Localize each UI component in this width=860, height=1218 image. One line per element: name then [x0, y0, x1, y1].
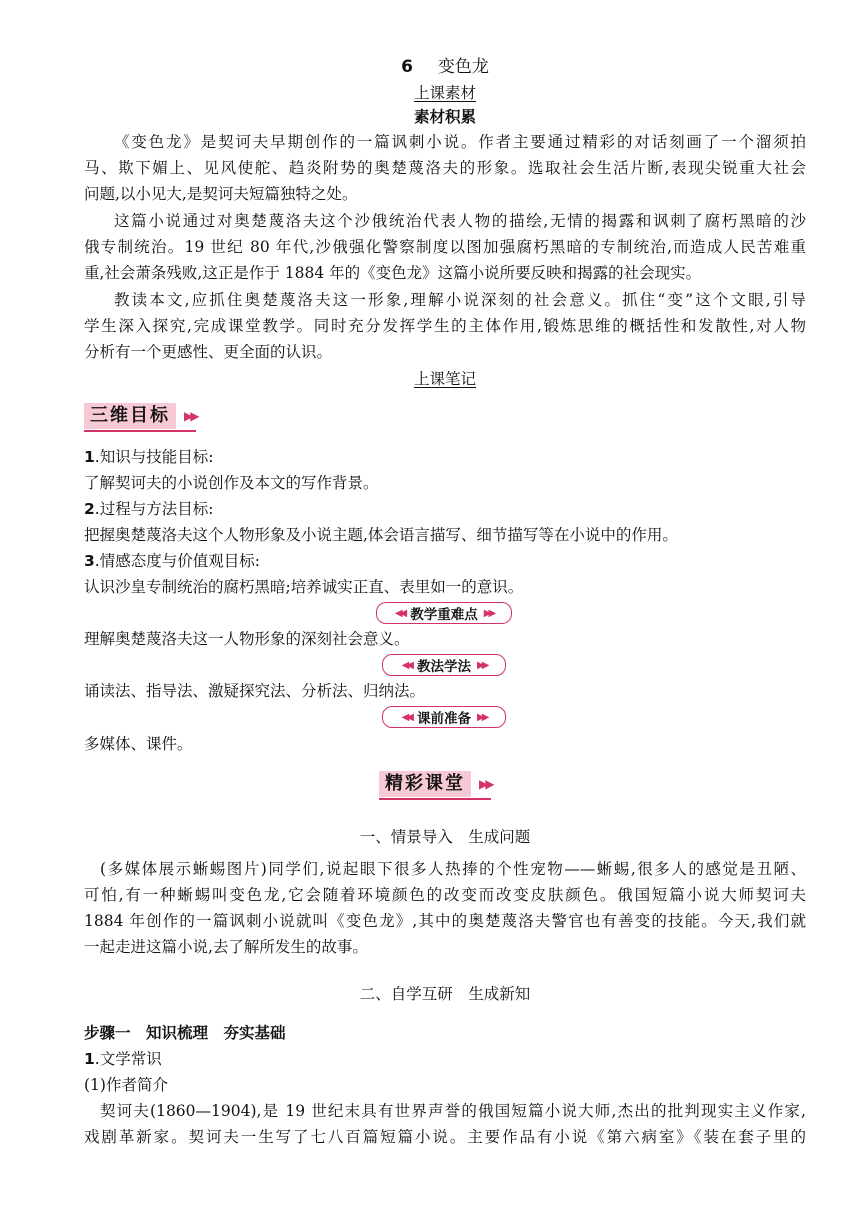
para3-line3: 分析有一个更感性、更全面的认识。	[84, 343, 333, 361]
goal1-text: 了解契诃夫的小说创作及本文的写作背景。	[84, 474, 379, 492]
part1-line4: 一起走进这篇小说,去了解所发生的故事。	[84, 938, 368, 956]
key-points-text: 理解奥楚蔑洛夫这一人物形象的深刻社会意义。	[84, 630, 410, 648]
goals-header-label: 三维目标	[84, 403, 176, 429]
lesson-number: 6	[401, 57, 414, 77]
para2-line3: 重,社会萧条残败,这正是作于 1884 年的《变色龙》这篇小说所要反映和揭露的社会现实。	[84, 264, 702, 282]
arrow-right-icon: ▶▶	[477, 659, 487, 671]
para3-line2: 学生深入探究,完成课堂教学。同时充分发挥学生的主体作用,锻炼思维的概括性和发散性,对人物	[84, 317, 806, 335]
key-points-ribbon: ◀◀ 教学重难点 ▶▶	[376, 602, 512, 624]
para3-line1: 教读本文,应抓住奥楚蔑洛夫这一形象,理解小说深刻的社会意义。抓住“变”这个文眼,引导	[114, 291, 806, 309]
double-arrow-icon: ▶▶	[479, 777, 492, 791]
section-heading-materials: 上课素材	[413, 84, 476, 102]
para2-line1: 这篇小说通过对奥楚蔑洛夫这个沙俄统治代表人物的描绘,无情的揭露和讽刺了腐朽黑暗的沙	[114, 212, 806, 230]
prep-ribbon: ◀◀ 课前准备 ▶▶	[382, 706, 506, 728]
prep-text: 多媒体、课件。	[84, 735, 193, 753]
lesson-title-text: 变色龙	[437, 57, 489, 77]
para1-line1: 《变色龙》是契诃夫早期创作的一篇讽刺小说。作者主要通过精彩的对话刻画了一个溜须拍	[114, 133, 806, 151]
double-arrow-icon: ▶▶	[184, 409, 197, 423]
para1-line3: 问题,以小见大,是契诃夫短篇独特之处。	[84, 185, 358, 203]
three-dimensional-goals-header	[84, 402, 196, 432]
part2-heading: 二、自学互研 生成新知	[359, 985, 531, 1003]
step1-heading: 步骤一 知识梳理 夯实基础	[84, 1024, 286, 1042]
goal1-title: 1.知识与技能目标:	[84, 448, 214, 466]
classroom-header	[379, 770, 491, 800]
subheading-accumulation: 素材积累	[413, 108, 476, 126]
literary-knowledge-item: 1.文学常识	[84, 1050, 162, 1068]
part1-line1: (多媒体展示蜥蜴图片)同学们,说起眼下很多人热捧的个性宠物——蜥蜴,很多人的感觉是丑陋、	[100, 860, 806, 878]
para1-line2: 马、欺下媚上、见风使舵、趋炎附势的奥楚蔑洛夫的形象。选取社会生活片断,表现尖锐重大社会	[84, 159, 806, 177]
author-intro-line1: 契诃夫(1860—1904),是 19 世纪末具有世界声誉的俄国短篇小说大师,杰出的批判现实主义作家,	[100, 1102, 806, 1120]
goal3-text: 认识沙皇专制统治的腐朽黑暗;培养诚实正直、表里如一的意识。	[84, 578, 524, 596]
methods-text: 诵读法、指导法、激疑探究法、分析法、归纳法。	[84, 682, 426, 700]
author-intro-subheading: (1)作者简介	[84, 1076, 168, 1094]
methods-ribbon: ◀◀ 教法学法 ▶▶	[382, 654, 506, 676]
part1-line2: 可怕,有一种蜥蜴叫变色龙,它会随着环境颜色的改变而改变皮肤颜色。俄国短篇小说大师契诃夫	[84, 886, 806, 904]
section-heading-notes: 上课笔记	[413, 370, 476, 388]
part1-heading: 一、情景导入 生成问题	[359, 828, 531, 846]
arrow-right-icon: ▶▶	[483, 607, 494, 619]
goal2-title: 2.过程与方法目标:	[84, 500, 214, 518]
author-intro-line2: 戏剧革新家。契诃夫一生写了七八百篇短篇小说。主要作品有小说《第六病室》《装在套子里的	[84, 1128, 806, 1146]
classroom-header-label: 精彩课堂	[379, 771, 471, 797]
goal2-text: 把握奥楚蔑洛夫这个人物形象及小说主题,体会语言描写、细节描写等在小说中的作用。	[84, 526, 678, 544]
arrow-left-icon: ◀◀	[394, 607, 405, 619]
goal3-title: 3.情感态度与价值观目标:	[84, 552, 260, 570]
para2-line2: 俄专制统治。19 世纪 80 年代,沙俄强化警察制度以图加强腐朽黑暗的专制统治,而造成人民苦难重	[84, 238, 806, 256]
arrow-right-icon: ▶▶	[477, 711, 487, 723]
arrow-left-icon: ◀◀	[401, 711, 411, 723]
part1-line3: 1884 年创作的一篇讽刺小说就叫《变色龙》,其中的奥楚蔑洛夫警官也有善变的技能。今天,我们就	[84, 912, 806, 930]
arrow-left-icon: ◀◀	[401, 659, 411, 671]
lesson-title	[84, 56, 806, 78]
